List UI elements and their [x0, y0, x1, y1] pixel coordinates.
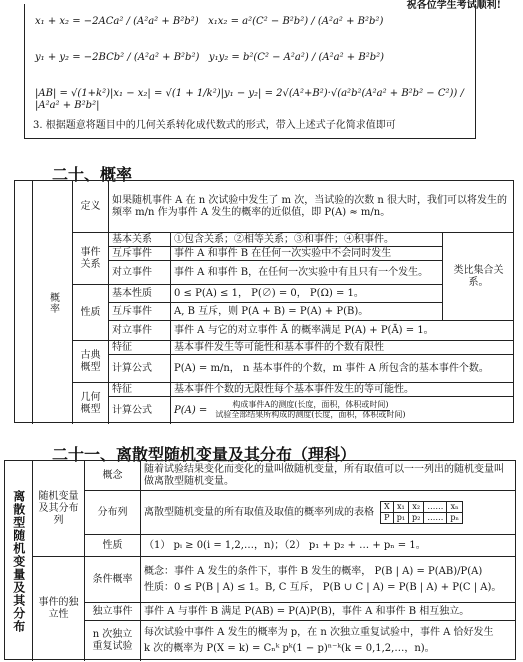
dist-text: 离散型随机变量的所有取值及取值的概率列成的表格: [144, 506, 374, 518]
nrep-val: [141, 621, 516, 661]
rv-side-label: [5, 461, 33, 661]
def-label: 定义: [73, 181, 109, 233]
dist-cell: pₙ: [447, 513, 463, 524]
nrep-label: n 次独立重复试验: [85, 621, 141, 661]
dist-cell: p₁: [393, 513, 408, 524]
def-text: 如果随机事件 A 在 n 次试验中发生了 m 次，当试验的次数 n 很大时，我们可以将发生的频率 m/n 作为事件 A 发生的概率的近似值，即 P(A) ≈ m/n。: [109, 181, 514, 233]
basic-prop-label: 基本性质: [109, 285, 171, 303]
ab-length-formula: |AB| = √(1+k²)|x₁ − x₂| = √(1 + 1/k²)|y₁ − y₂| = 2√(A²+B²)·√(a²b²(A²a² + B²b² − C²)) / |A²a² + B²b²|: [35, 88, 464, 111]
classic-formula-label: 计算公式: [109, 355, 171, 383]
opp2-val: 事件 A 与它的对立事件 Ā 的概率满足 P(A) + P(Ā) = 1。: [171, 321, 514, 341]
prop-label-21: 性质: [85, 535, 141, 557]
classic-feature-val: 基本事件发生等可能性和基本事件的个数有限性: [171, 341, 514, 355]
dist-cell: ……: [424, 502, 447, 513]
dist-cell: X: [381, 502, 394, 513]
cond-label: 条件概率: [85, 557, 141, 603]
group2-label: 事件的独立性: [33, 557, 85, 661]
indep-val: 事件 A 与事件 B 满足 P(AB) = P(A)P(B)，事件 A 和事件 B 相互独立。: [141, 603, 516, 621]
probability-table: [14, 180, 514, 423]
probability-side-label: [33, 181, 73, 424]
classic-feature-label: 特征: [109, 341, 171, 355]
basic-rel-val: ①包含关系；②相等关系；③和事件；④积事件。: [171, 233, 443, 247]
dist-table-row-p: [381, 513, 463, 524]
geo-lhs: P(A) =: [174, 404, 208, 416]
geo-formula-label: 计算公式: [109, 397, 171, 424]
dist-cell: p₂: [409, 513, 424, 524]
mutex-label: 互斥事件: [109, 247, 171, 261]
geo-numerator: 构成事件A的测度(长度，面积，体积或时间): [232, 400, 389, 410]
section-21-title: 二十一、离散型随机变量及其分布（理科）: [52, 445, 357, 464]
geo-feature-label: 特征: [109, 383, 171, 397]
classic-formula-val: P(A) = m/n， n 基本事件的个数，m 事件 A 所包含的基本事件个数。: [171, 355, 514, 383]
side-label-text: 概率: [47, 291, 59, 314]
side-note: 类比集合关系。: [443, 233, 514, 321]
basic-prop-val: 0 ≤ P(A) ≤ 1， P(∅) = 0， P(Ω) = 1。: [171, 285, 443, 303]
opp-val: 事件 A 和事件 B，在任何一次实验中有且只有一个发生。: [171, 261, 443, 285]
dist-cell: x₁: [393, 502, 408, 513]
discrete-rv-table: [4, 460, 516, 660]
rel-label: 事件关系: [73, 233, 109, 285]
mutex-val: 事件 A 和事件 B 在任何一次实验中不会同时发生: [171, 247, 443, 261]
y-prod-formula: y₁y₂ = b²(C² − A²a²) / (A²a² + B²b²): [208, 52, 385, 63]
y-sum-formula: y₁ + y₂ = −2BCb² / (A²a² + B²b²): [35, 52, 200, 63]
mutex2-val: A, B 互斥，则 P(A + B) = P(A) + P(B)。: [171, 303, 443, 321]
formula-x: [35, 16, 383, 28]
section-20-title: 二十、概率: [52, 165, 133, 184]
dist-cell: x₂: [409, 502, 424, 513]
opp-label: 对立事件: [109, 261, 171, 285]
cond-concept: 概念：事件 A 发生的条件下，事件 B 发生的概率， P(B | A) = P(AB)/P(A): [144, 565, 483, 577]
dist-label: 分布列: [85, 491, 141, 535]
group1-label: 随机变量及其分布列: [33, 461, 85, 557]
nrep-line2: k 次的概率为 P(X = k) = Cₙᵏ pᵏ(1 − p)ⁿ⁻ᵏ(k = 0,1,2,…，n)。: [144, 643, 435, 654]
geo-feature-val: 基本事件个数的无限性每个基本事件发生的等可能性。: [171, 383, 514, 397]
x-sum-formula: x₁ + x₂ = −2ACa² / (A²a² + B²b²): [35, 16, 199, 27]
dist-val: [141, 491, 516, 535]
geo-label: 几何概型: [73, 383, 109, 424]
geo-denominator: 试验全部结果所构成的测度(长度，面积，体积或时间): [215, 410, 406, 419]
dist-cell: ……: [424, 513, 447, 524]
step-3-text: 3. 根据题意将题目中的几何关系转化成代数式的形式，带入上述式子化简求值即可: [33, 120, 396, 131]
blank-col: [15, 181, 33, 424]
opp2-label: 对立事件: [109, 321, 171, 341]
concept-label: 概念: [85, 461, 141, 491]
dist-table: [380, 501, 463, 523]
cond-val: [141, 557, 516, 603]
dist-cell: P: [381, 513, 394, 524]
prop-val-21: （1） pᵢ ≥ 0(i = 1,2,…，n)；（2） p₁ + p₂ + … + pₙ = 1。: [141, 535, 516, 557]
header-note: 祝各位学生考试顺利!: [406, 0, 501, 11]
classic-label: 古典概型: [73, 341, 109, 383]
rv-side-text: 离散型随机变量及其分布: [11, 489, 26, 633]
x-prod-formula: x₁x₂ = a²(C² − B²b²) / (A²a² + B²b²): [208, 16, 384, 27]
basic-rel-label: 基本关系: [109, 233, 171, 247]
geo-formula-val: [171, 397, 514, 424]
nrep-line1: 每次试验中事件 A 发生的概率为 p，在 n 次独立重复试验中，事件 A 恰好发生: [144, 627, 494, 638]
dist-cell: xₙ: [447, 502, 463, 513]
concept-val: 随着试验结果变化而变化的量叫做随机变量，所有取值可以一一列出的随机变量叫做离散型随机变量。: [141, 461, 516, 491]
cond-property: 性质：0 ≤ P(B | A) ≤ 1。B, C 互斥， P(B ∪ C | A) = P(B | A) + P(C | A)。: [144, 581, 502, 593]
prop-label: 性质: [73, 285, 109, 341]
dist-table-row-x: [381, 502, 463, 513]
geo-fraction: [213, 401, 407, 420]
indep-label: 独立事件: [85, 603, 141, 621]
mutex2-label: 互斥事件: [109, 303, 171, 321]
formula-box: [24, 4, 476, 139]
formula-y: [35, 52, 384, 64]
